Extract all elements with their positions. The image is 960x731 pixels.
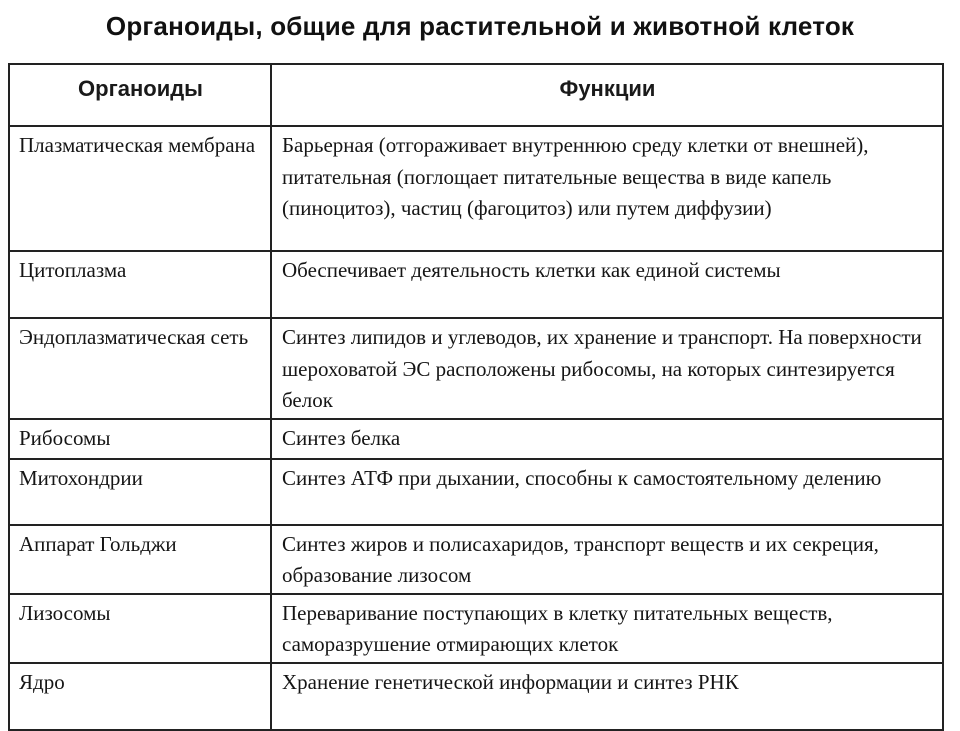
function-cell: Синтез АТФ при дыхании, способны к самостоятельному делению [271,459,943,525]
table-row [9,419,943,459]
table-row [9,525,943,594]
table-row [9,459,943,525]
organoid-cell: Аппарат Гольджи [9,525,271,594]
function-cell: Переваривание поступающих в клетку питательных веществ, саморазрушение отмирающих клеток [271,594,943,663]
organoid-cell: Рибосомы [9,419,271,459]
table-row [9,251,943,318]
function-cell: Барьерная (отгораживает внутреннюю среду клетки от внешней), питательная (поглощает питательные вещества в виде капель (пиноцитоз), частиц (фагоцитоз) или путем диффузии) [271,126,943,251]
organoids-table [8,63,944,731]
function-cell: Хранение генетической информации и синтез РНК [271,663,943,730]
function-cell: Синтез белка [271,419,943,459]
organoid-cell: Цитоплазма [9,251,271,318]
function-cell: Обеспечивает деятельность клетки как единой системы [271,251,943,318]
organoid-cell: Эндоплазматическая сеть [9,318,271,419]
table-row [9,594,943,663]
function-cell: Синтез жиров и полисахаридов, транспорт веществ и их секреция, образование лизосом [271,525,943,594]
page-title: Органоиды, общие для растительной и животной клеток [105,11,855,41]
column-header-functions: Функции [271,64,943,126]
table-row [9,126,943,251]
function-cell: Синтез липидов и углеводов, их хранение и транспорт. На поверхности шероховатой ЭС расположены рибосомы, на которых синтезируется белок [271,318,943,419]
organoids-table-container [8,63,942,716]
table-row [9,663,943,730]
organoid-cell: Плазматическая мембрана [9,126,271,251]
column-header-organoids: Органоиды [9,64,271,126]
organoid-cell: Ядро [9,663,271,730]
table-header-row [9,64,943,126]
organoid-cell: Митохондрии [9,459,271,525]
organoid-cell: Лизосомы [9,594,271,663]
table-row [9,318,943,419]
